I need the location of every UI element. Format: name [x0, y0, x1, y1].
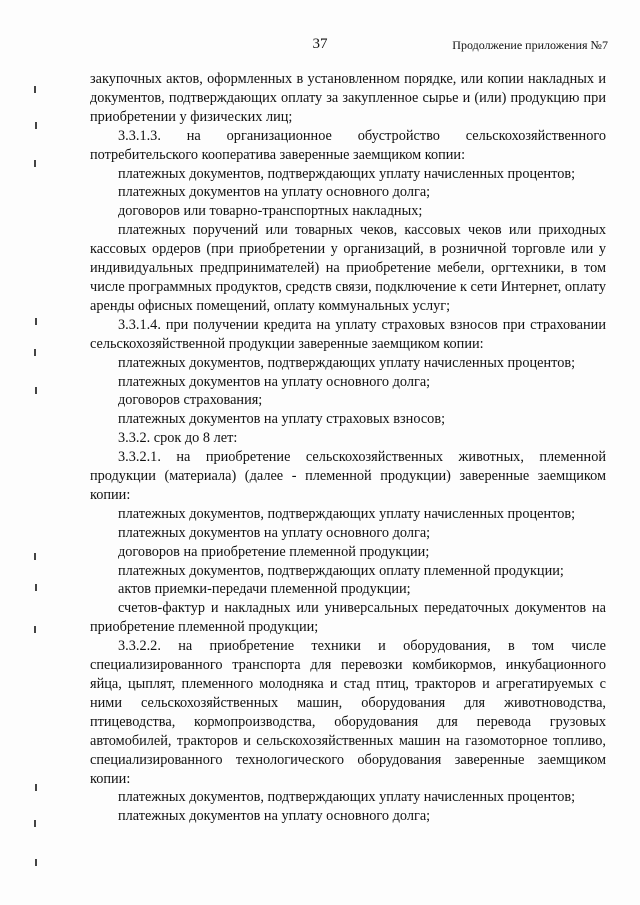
scan-mark: [34, 820, 36, 827]
paragraph: платежных документов, подтверждающих уплату начисленных процентов;: [118, 165, 576, 182]
scan-mark: [35, 122, 37, 129]
paragraph: 3.3.1.3. на организационное обустройство сельскохозяйственного потребительского кооператива заверенные заемщиком копии:: [90, 127, 606, 163]
paragraph: 3.3.2.2. на приобретение техники и оборудования, в том числе специализированного транспорта для перевозки комбикормов, инкубационного яйца, цыплят, племенного молодняка и стад птиц, тракторов и агрегатируемых с ними сельскохозяйственных машин, оборудования для животноводства, птицеводства, кормопроизводства, оборудования для перевода грузовых автомобилей, тракторов и сельскохозяйственных машин на газомоторное топливо, специализированного технологического оборудования заверенные заемщиком копии:: [90, 638, 606, 787]
scan-mark: [35, 387, 37, 394]
body-text: [90, 70, 606, 826]
scan-mark: [35, 859, 37, 866]
paragraph: 3.3.2.1. на приобретение сельскохозяйственных животных, племенной продукции (материала) (далее - племенной продукции) заверенные заемщиком копии:: [90, 449, 606, 503]
scan-mark: [34, 160, 36, 167]
paragraph: платежных документов, подтверждающих уплату начисленных процентов;: [118, 505, 576, 522]
paragraph: 3.3.1.4. при получении кредита на уплату страховых взносов при страховании сельскохозяйственной продукции заверенные заемщиком копии:: [90, 316, 606, 352]
scan-mark: [34, 553, 36, 560]
paragraph: платежных документов на уплату основного долга;: [118, 808, 431, 825]
scan-mark: [34, 349, 36, 356]
scan-mark: [35, 318, 37, 325]
paragraph: договоров на приобретение племенной продукции;: [118, 543, 430, 560]
paragraph: платежных документов, подтверждающих уплату начисленных процентов;: [118, 354, 576, 371]
scan-mark: [35, 584, 37, 591]
paragraph: договоров или товарно-транспортных накладных;: [118, 203, 423, 220]
running-title: Продолжение приложения №7: [452, 38, 608, 52]
paragraph: платежных документов на уплату страховых взносов;: [118, 411, 446, 428]
page-number: 37: [312, 36, 328, 52]
paragraph: счетов-фактур и накладных или универсальных передаточных документов на приобретение племенной продукции;: [90, 600, 606, 636]
paragraph: договоров страхования;: [118, 392, 263, 409]
paragraph: платежных документов на уплату основного долга;: [118, 373, 431, 390]
paragraph: платежных документов, подтверждающих оплату племенной продукции;: [118, 562, 564, 579]
paragraph: закупочных актов, оформленных в установленном порядке, или копии накладных и документов, подтверждающих оплату за закупленное сырье и (или) продукцию при приобретении у физических лиц;: [90, 71, 606, 125]
scan-mark: [35, 784, 37, 791]
paragraph: платежных документов, подтверждающих уплату начисленных процентов;: [118, 789, 576, 806]
paragraph: платежных поручений или товарных чеков, кассовых чеков или приходных кассовых ордеров (при приобретении у организаций, в розничной торговле или у индивидуальных предпринимателей) на приобретение мебели, оргтехники, в том числе программных продуктов, средств связи, подключение к сети Интернет, оплату аренды офисных помещений, оплату коммунальных услуг;: [90, 222, 606, 314]
scan-mark: [34, 86, 36, 93]
paragraph: платежных документов на уплату основного долга;: [118, 184, 431, 201]
paragraph: актов приемки-передачи племенной продукции;: [118, 581, 411, 598]
paragraph: платежных документов на уплату основного долга;: [118, 524, 431, 541]
paragraph: 3.3.2. срок до 8 лет:: [118, 430, 238, 447]
scan-mark: [34, 626, 36, 633]
